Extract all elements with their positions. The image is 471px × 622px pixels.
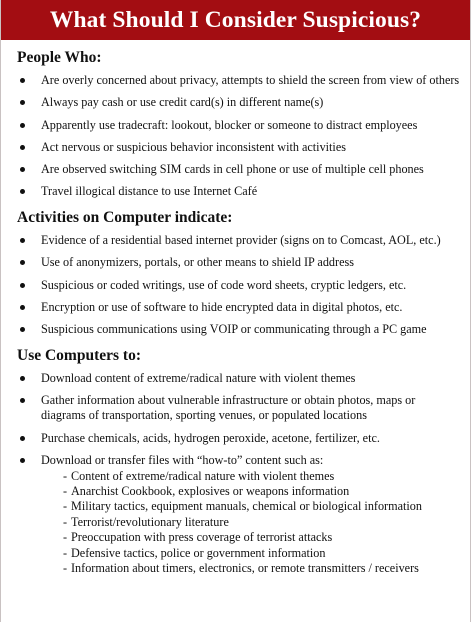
bullet-dot-icon <box>20 305 25 310</box>
bullet-item <box>17 431 460 447</box>
bullet-text: Act nervous or suspicious behavior inconsistent with activities <box>41 139 346 154</box>
section-heading: People Who: <box>17 49 102 66</box>
sub-item-text: Content of extreme/radical nature with violent themes <box>71 468 335 483</box>
sub-item-text: Terrorist/revolutionary literature <box>71 514 229 529</box>
page-title: What Should I Consider Suspicious? <box>49 6 422 33</box>
sub-item <box>63 515 460 530</box>
dash-icon: - <box>63 514 68 529</box>
bullet-dot-icon <box>20 238 25 243</box>
dash-icon: - <box>63 499 68 514</box>
bullet-item <box>17 278 460 294</box>
bullet-dot-icon <box>20 458 25 463</box>
section <box>17 208 460 338</box>
bullet-item <box>17 140 460 156</box>
section-heading: Activities on Computer indicate: <box>17 208 233 226</box>
section <box>17 346 460 577</box>
bullet-text: Evidence of a residential based internet provider (signs on to Comcast, AOL, etc.) <box>41 232 441 247</box>
bullet-item <box>17 95 460 111</box>
bullet-item <box>17 233 460 249</box>
bullet-dot-icon <box>20 167 25 172</box>
bullet-item <box>17 184 460 200</box>
bullet-dot-icon <box>20 100 25 105</box>
bullet-text: Always pay cash or use credit card(s) in different name(s) <box>41 95 324 110</box>
sub-item <box>63 530 460 545</box>
dash-icon: - <box>63 468 68 483</box>
bullet-dot-icon <box>20 283 25 288</box>
bullet-dot-icon <box>20 189 25 194</box>
bullet-text: Download or transfer files with “how-to” content such as: <box>41 453 324 468</box>
sub-item-text: Information about timers, electronics, or remote transmitters / receivers <box>71 561 419 575</box>
bullet-list <box>17 73 460 200</box>
sub-item <box>63 499 460 514</box>
bullet-dot-icon <box>20 145 25 150</box>
sub-item-text: Military tactics, equipment manuals, chemical or biological information <box>71 499 422 514</box>
bullet-item <box>17 118 460 134</box>
bullet-text: Are observed switching SIM cards in cell phone or use of multiple cell phones <box>41 162 424 177</box>
title-banner <box>1 0 470 40</box>
bullet-text: Suspicious or coded writings, use of code word sheets, cryptic ledgers, etc. <box>41 277 407 292</box>
dash-icon: - <box>63 483 68 498</box>
bullet-text: Suspicious communications using VOIP or communicating through a PC game <box>41 322 427 337</box>
bullet-dot-icon <box>20 398 25 403</box>
dash-icon: - <box>63 545 68 560</box>
bullet-dot-icon <box>20 436 25 441</box>
bullet-text: Apparently use tradecraft: lookout, blocker or someone to distract employees <box>41 117 418 132</box>
bullet-text: Download content of extreme/radical nature with violent themes <box>41 370 356 385</box>
sub-item-text: Defensive tactics, police or government information <box>71 545 326 560</box>
bullet-text: Purchase chemicals, acids, hydrogen peroxide, acetone, fertilizer, etc. <box>41 430 380 445</box>
bullet-text: Encryption or use of software to hide encrypted data in digital photos, etc. <box>41 299 403 314</box>
bullet-item <box>17 371 460 387</box>
sub-item-text: Preoccupation with press coverage of terrorist attacks <box>71 530 333 545</box>
bullet-item <box>17 162 460 178</box>
bullet-text: Are overly concerned about privacy, attempts to shield the screen from view of others <box>41 73 460 87</box>
bullet-list <box>17 371 460 577</box>
sub-item <box>63 469 460 484</box>
bullet-item <box>17 393 460 424</box>
sub-item-text: Anarchist Cookbook, explosives or weapons information <box>71 483 350 498</box>
bullet-text: Gather information about vulnerable infrastructure or obtain photos, maps or diagrams of transportation, sporting venues, or populated locations <box>41 392 416 423</box>
bullet-item <box>17 300 460 316</box>
bullet-item <box>17 453 460 576</box>
bullet-dot-icon <box>20 260 25 265</box>
dash-icon: - <box>63 561 68 575</box>
bullet-item <box>17 255 460 271</box>
bullet-item <box>17 322 460 338</box>
section-heading: Use Computers to: <box>17 346 141 364</box>
content-area <box>1 40 470 576</box>
bullet-item <box>17 73 460 89</box>
bullet-text: Travel illogical distance to use Internet Café <box>41 184 258 199</box>
bullet-dot-icon <box>20 327 25 332</box>
sub-item <box>63 561 460 576</box>
bullet-dot-icon <box>20 123 25 128</box>
sub-item <box>63 484 460 499</box>
bullet-list <box>17 233 460 338</box>
bullet-text: Use of anonymizers, portals, or other means to shield IP address <box>41 255 354 270</box>
dash-icon: - <box>63 530 68 545</box>
bullet-dot-icon <box>20 376 25 381</box>
sub-list <box>63 469 460 577</box>
sub-item <box>63 546 460 561</box>
section <box>17 48 460 200</box>
bullet-dot-icon <box>20 78 25 83</box>
